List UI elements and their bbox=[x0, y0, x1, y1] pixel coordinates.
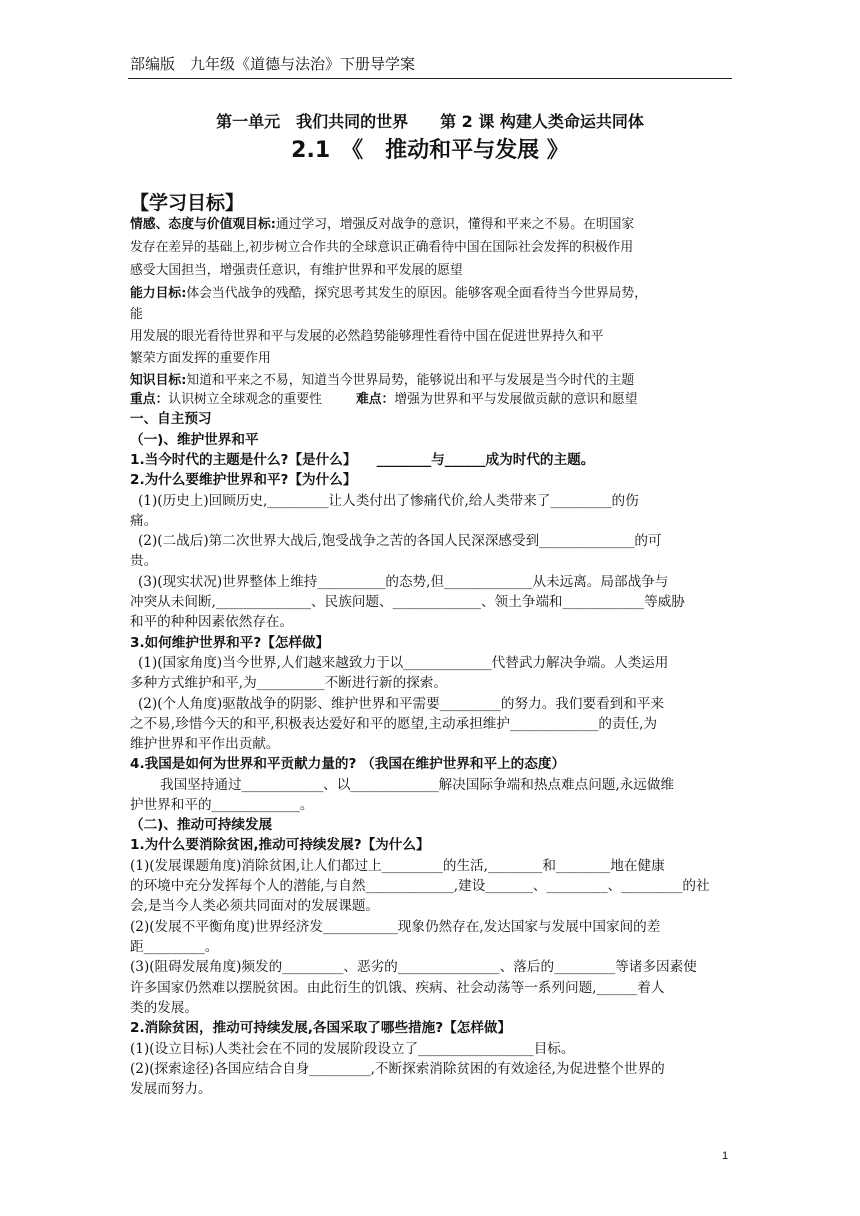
goal-label: 能力目标: bbox=[130, 286, 187, 301]
question: 2.消除贫困，推动可持续发展,各国采取了哪些措施?【怎样做】 bbox=[130, 1020, 512, 1036]
goal-ability bbox=[130, 285, 730, 303]
question: 2.为什么要维护世界和平?【为什么】 bbox=[130, 472, 357, 488]
question: 1.当今时代的主题是什么?【是什么】 ________与______成为时代的主题。 bbox=[130, 452, 595, 468]
answer-line: (1)(设立目标)人类社会在不同的发展阶段设立了_________________目标。 bbox=[130, 1041, 575, 1057]
running-header: 部编版 九年级《道德与法治》下册导学案 bbox=[130, 55, 416, 73]
answer-line: 贵。 bbox=[130, 553, 158, 569]
answer-line: 的环境中充分发挥每个人的潜能,与自然_____________,建设_______、_________、_________的社 bbox=[130, 878, 710, 894]
question: 1.为什么要消除贫困,推动可持续发展?【为什么】 bbox=[130, 837, 430, 853]
goal-knowledge bbox=[130, 372, 730, 390]
page-number: 1 bbox=[722, 1150, 729, 1162]
goal-line: 能 bbox=[130, 307, 143, 322]
answer-line: (2)(个人角度)驱散战争的阴影、维护世界和平需要_________的努力。我们要看到和平来 bbox=[138, 696, 665, 712]
difficulty-label: 难点： bbox=[355, 392, 395, 407]
answer-line: 维护世界和平作出贡献。 bbox=[130, 736, 280, 752]
question: 4.我国是如何为世界和平贡献力量的? （我国在维护世界和平上的态度） bbox=[130, 756, 566, 772]
goal-line: 发存在差异的基础上,初步树立合作共的全球意识正确看待中国在国际社会发挥的积极作用 bbox=[130, 240, 634, 255]
answer-line: 冲突从未间断,______________、民族问题、_____________、领土争端和____________等威胁 bbox=[130, 594, 685, 610]
answer-line: 类的发展。 bbox=[130, 1000, 198, 1016]
part1-heading: （一)、维护世界和平 bbox=[130, 432, 259, 448]
goal-label: 知识目标: bbox=[130, 373, 187, 388]
goal-line: 用发展的眼光看待世界和平与发展的必然趋势能够理性看待中国在促进世界持久和平 bbox=[130, 329, 604, 344]
question: 3.如何维护世界和平?【怎样做】 bbox=[130, 635, 330, 651]
section-title: 2.1 《 推动和平与发展 》 bbox=[291, 138, 569, 163]
goal-text: 体会当代战争的残酷，探究思考其发生的原因。能够客观全面看待当今世界局势， bbox=[186, 286, 647, 301]
key-text: 认识树立全球观念的重要性 bbox=[168, 392, 322, 407]
goal-line: 感受大国担当，增强责任意识，有维护世界和平发展的愿望 bbox=[130, 263, 463, 278]
answer-line: 多种方式维护和平,为__________不断进行新的探索。 bbox=[130, 675, 447, 691]
answer-line: (1)(历史上)回顾历史,_________让人类付出了惨痛代价,给人类带来了_________的伤 bbox=[138, 493, 639, 509]
answer-line: (3)(现实状况)世界整体上维持__________的态势,但_____________从未远离。局部战争与 bbox=[138, 574, 669, 590]
goal-emotion bbox=[130, 216, 730, 234]
preview-heading: 一、自主预习 bbox=[130, 411, 212, 427]
goal-text: 通过学习，增强反对战争的意识，懂得和平来之不易。在明国家 bbox=[275, 217, 635, 232]
answer-line: (2)(探索途径)各国应结合自身_________,不断探索消除贫困的有效途径,为促进整个世界的 bbox=[130, 1061, 665, 1077]
goal-label: 情感、态度与价值观目标: bbox=[130, 217, 276, 232]
unit-lesson-title: 第一单元 我们共同的世界 第 2 课 构建人类命运共同体 bbox=[216, 112, 644, 131]
part2-heading: （二)、推动可持续发展 bbox=[130, 817, 273, 833]
answer-line: 和平的种种因素依然存在。 bbox=[130, 614, 294, 630]
answer-line: 之不易,珍惜今天的和平,积极表达爱好和平的愿望,主动承担维护_____________的责任,为 bbox=[130, 716, 658, 732]
answer-line: (2)(二战后)第二次世界大战后,饱受战争之苦的各国人民深深感受到______________的可 bbox=[138, 533, 662, 549]
answer-line: (3)(阻碍发展角度)频发的_________、恶劣的_______________、落后的_________等诸多因素使 bbox=[130, 959, 697, 975]
header-divider bbox=[128, 78, 732, 79]
answer-line: (1)(国家角度)当今世界,人们越来越致力于以_____________代替武力解决争端。人类运用 bbox=[138, 655, 669, 671]
goal-text: 知道和平来之不易，知道当今世界局势，能够说出和平与发展是当今时代的主题 bbox=[186, 373, 635, 388]
difficulty-text: 增强为世界和平与发展做贡献的意识和愿望 bbox=[394, 392, 638, 407]
goals-heading: 【学习目标】 bbox=[130, 192, 245, 214]
answer-line: 发展而努力。 bbox=[130, 1081, 212, 1097]
answer-line: (2)(发展不平衡角度)世界经济发___________现象仍然存在,发达国家与发展中国家间的差 bbox=[130, 919, 661, 935]
goal-key-points bbox=[130, 391, 730, 409]
answer-line: 许多国家仍然难以摆脱贫困。由此衍生的饥饿、疾病、社会动荡等一系列问题,______着人 bbox=[130, 980, 665, 996]
answer-line: (1)(发展课题角度)消除贫困,让人们都过上_________的生活,________和________地在健康 bbox=[130, 858, 665, 874]
goal-line: 繁荣方面发挥的重要作用 bbox=[130, 351, 271, 366]
answer-line: 会,是当今人类必须共同面对的发展课题。 bbox=[130, 898, 380, 914]
answer-line: 我国坚持通过____________、以_____________解决国际争端和热点难点问题,永远做维 bbox=[160, 777, 675, 793]
key-label: 重点： bbox=[130, 392, 169, 407]
answer-line: 痛。 bbox=[130, 513, 158, 529]
answer-line: 护世界和平的_____________。 bbox=[130, 797, 314, 813]
answer-line: 距_________。 bbox=[130, 939, 219, 955]
